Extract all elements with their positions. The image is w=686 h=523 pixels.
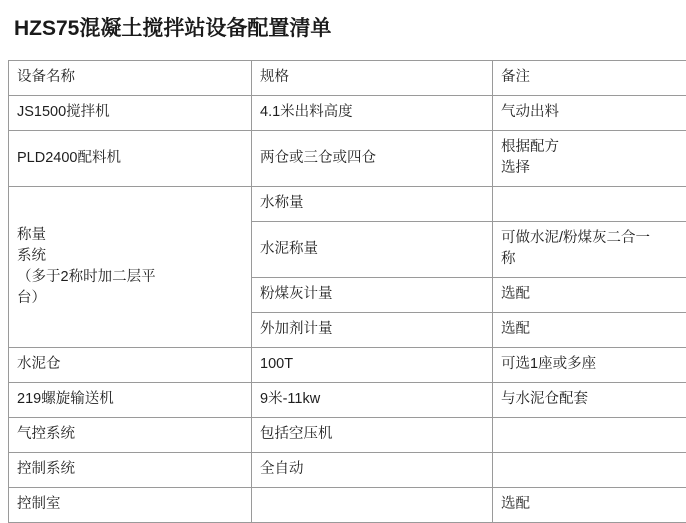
- cell-note: [493, 187, 686, 222]
- cell-spec: 包括空压机: [252, 418, 493, 453]
- table-row: [9, 187, 686, 222]
- cell-note: [493, 131, 686, 187]
- table-header-row: [9, 61, 686, 96]
- note-line-1: 可做水泥/粉煤灰二合一: [501, 228, 686, 249]
- table-container: [0, 44, 686, 523]
- cell-note: 选配: [493, 313, 686, 348]
- cell-note: [493, 418, 686, 453]
- cell-equipment-name: 控制室: [9, 488, 252, 523]
- cell-spec: 粉煤灰计量: [252, 278, 493, 313]
- cell-spec: 100T: [252, 348, 493, 383]
- cell-equipment-name: 水泥仓: [9, 348, 252, 383]
- cell-spec: 9米-11kw: [252, 383, 493, 418]
- cell-equipment-name-weighing-system: [9, 187, 252, 348]
- cell-equipment-name: 气控系统: [9, 418, 252, 453]
- cell-note: 选配: [493, 488, 686, 523]
- column-header-note: 备注: [493, 61, 686, 96]
- cell-spec: 全自动: [252, 453, 493, 488]
- cell-spec: 两仓或三仓或四仓: [252, 131, 493, 187]
- equipment-configuration-table: [8, 60, 686, 523]
- note-line-1: 根据配方: [501, 137, 686, 158]
- group-line-2: 系统: [17, 246, 243, 267]
- cell-spec: [252, 488, 493, 523]
- cell-note: 可选1座或多座: [493, 348, 686, 383]
- table-row: [9, 96, 686, 131]
- cell-spec: 4.1米出料高度: [252, 96, 493, 131]
- cell-note: 选配: [493, 278, 686, 313]
- table-row: [9, 131, 686, 187]
- cell-note: 气动出料: [493, 96, 686, 131]
- cell-equipment-name: 219螺旋输送机: [9, 383, 252, 418]
- cell-note: [493, 453, 686, 488]
- cell-spec: 水泥称量: [252, 222, 493, 278]
- note-line-2: 选择: [501, 158, 686, 179]
- group-line-1: 称量: [17, 225, 243, 246]
- column-header-name: 设备名称: [9, 61, 252, 96]
- cell-note: [493, 222, 686, 278]
- cell-equipment-name: PLD2400配料机: [9, 131, 252, 187]
- cell-note: 与水泥仓配套: [493, 383, 686, 418]
- table-row: [9, 383, 686, 418]
- group-line-3: （多于2称时加二层平: [17, 267, 243, 288]
- cell-equipment-name: JS1500搅拌机: [9, 96, 252, 131]
- column-header-spec: 规格: [252, 61, 493, 96]
- table-row: [9, 348, 686, 383]
- table-row: [9, 418, 686, 453]
- table-row: [9, 488, 686, 523]
- group-line-4: 台）: [17, 288, 243, 309]
- cell-spec: 外加剂计量: [252, 313, 493, 348]
- note-line-2: 称: [501, 249, 686, 270]
- page-title: HZS75混凝土搅拌站设备配置清单: [0, 0, 686, 44]
- cell-spec: 水称量: [252, 187, 493, 222]
- table-row: [9, 453, 686, 488]
- cell-equipment-name: 控制系统: [9, 453, 252, 488]
